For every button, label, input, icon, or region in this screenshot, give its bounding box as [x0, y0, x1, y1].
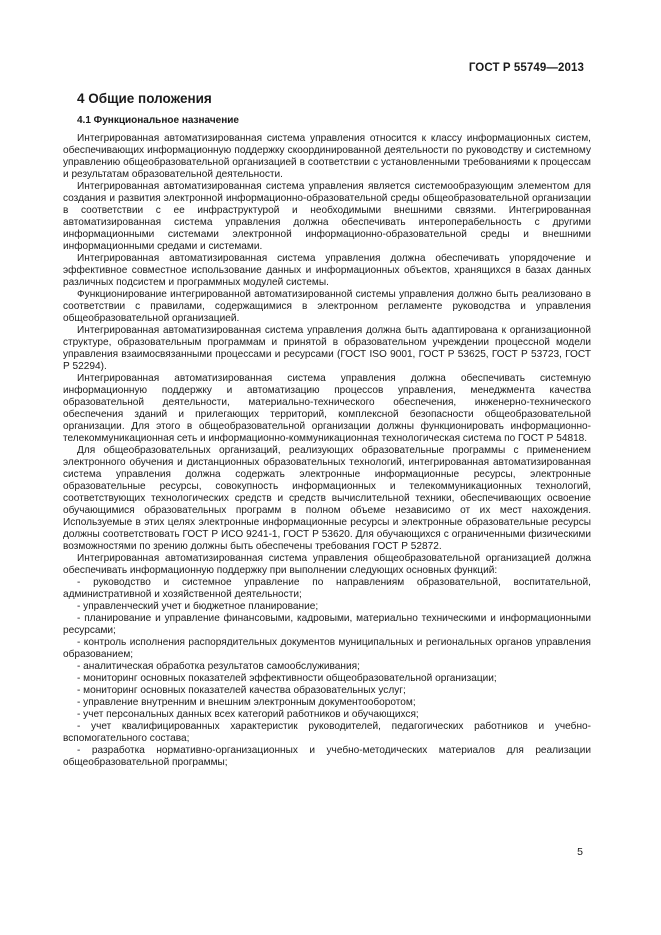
function-list-item: - мониторинг основных показателей качества образовательных услуг; [77, 685, 406, 696]
paragraph: Интегрированная автоматизированная система управления относится к классу информационных систем, обеспечивающих информационную поддержку скоординированной деятельности по руководству и системному управлению общеобразовательной организацией в соответствии с установленными требованиями к процессам и результатам образовательной деятельности. [63, 133, 591, 180]
function-list-item: - разработка нормативно-организационных и учебно-методических материалов для реализации общеобразовательной программы; [63, 745, 591, 768]
subsection-title: 4.1 Функциональное назначение [77, 115, 239, 126]
section-title: 4 Общие положения [77, 91, 212, 106]
function-list-item: - аналитическая обработка результатов самообслуживания; [77, 661, 360, 672]
standard-code: ГОСТ Р 55749—2013 [468, 62, 584, 74]
paragraph: Интегрированная автоматизированная система управления должна быть адаптирована к организационной структуре, образовательным программам и принятой в образовательном учреждении процессной модели управления взаимосвязанными процессами и ресурсами (ГОСТ ISO 9001, ГОСТ Р 53625, ГОСТ Р 53723, ГОСТ Р 52294). [63, 325, 591, 372]
paragraph: Интегрированная автоматизированная система управления является системообразующим элементом для создания и развития электронной информационно-образовательной среды общеобразовательной организации в соответствии с ее инфраструктурой и необходимыми внешними связями. Интегрированная автоматизированная система управления должна обеспечивать интероперабельность с другими информационными системами электронной информационно-образовательной среды и внешними информационными средами и системами. [63, 181, 591, 252]
function-list-item: - учет персональных данных всех категорий работников и обучающихся; [77, 709, 419, 720]
function-list-item: - мониторинг основных показателей эффективности общеобразовательной организации; [77, 673, 497, 684]
paragraph: Интегрированная автоматизированная система управления общеобразовательной организацией должна обеспечивать информационную поддержку при выполнении следующих основных функций: [63, 553, 591, 576]
page-number: 5 [577, 846, 583, 858]
function-list-item: - учет квалифицированных характеристик руководителей, педагогических работников и учебно-вспомогательного состава; [63, 721, 591, 744]
function-list-item: - контроль исполнения распорядительных документов муниципальных и региональных органов управления образованием; [63, 637, 591, 660]
page-content [63, 91, 591, 769]
function-list-item: - управленческий учет и бюджетное планирование; [77, 601, 319, 612]
paragraph: Функционирование интегрированной автоматизированной системы управления должно быть реализовано в соответствии с правилами, содержащимися в электронном регламенте руководства и управления общеобразовательной организацией. [63, 289, 591, 324]
paragraph: Интегрированная автоматизированная система управления должна обеспечивать системную информационную поддержку и автоматизацию процессов управления, менеджмента качества образовательной деятельности, материально-технического обеспечения, инженерно-технического обеспечения зданий и прилегающих территорий, комплексной безопасности общеобразовательной организации. Для этого в общеобразовательной организации должны функционировать информационно-телекоммуникационная сеть и информационно-коммуникационная технологическая система по ГОСТ Р 54818. [63, 373, 591, 444]
function-list-item: - управление внутренним и внешним электронным документооборотом; [77, 697, 416, 708]
function-list-item: - руководство и системное управление по направлениям образовательной, воспитательной, административной и хозяйственной деятельности; [63, 577, 591, 600]
paragraph: Интегрированная автоматизированная система управления должна обеспечивать упорядочение и эффективное совместное использование данных и информационных объектов, хранящихся в базах данных различных подсистем и программных модулей системы. [63, 253, 591, 288]
paragraph: Для общеобразовательных организаций, реализующих образовательные программы с применением электронного обучения и дистанционных образовательных технологий, интегрированная автоматизированная система управления должна содержать электронные информационные ресурсы, электронные образовательные ресурсы, совокупность информационных и телекоммуникационных технологий, соответствующих технологических средств и средств вычислительной техники, обеспечивающих освоение обучающимися образовательных программ в полном объеме независимо от их мест нахождения. Используемые в этих целях электронные информационные ресурсы и электронные образовательные ресурсы должны соответствовать ГОСТ Р ИСО 9241-1, ГОСТ Р 53620. Для обучающихся с ограниченными физическими возможностями по зрению должны быть обеспечены требования ГОСТ Р 52872. [63, 445, 591, 552]
function-list-item: - планирование и управление финансовыми, кадровыми, материально техническими и информационными ресурсами; [63, 613, 591, 636]
